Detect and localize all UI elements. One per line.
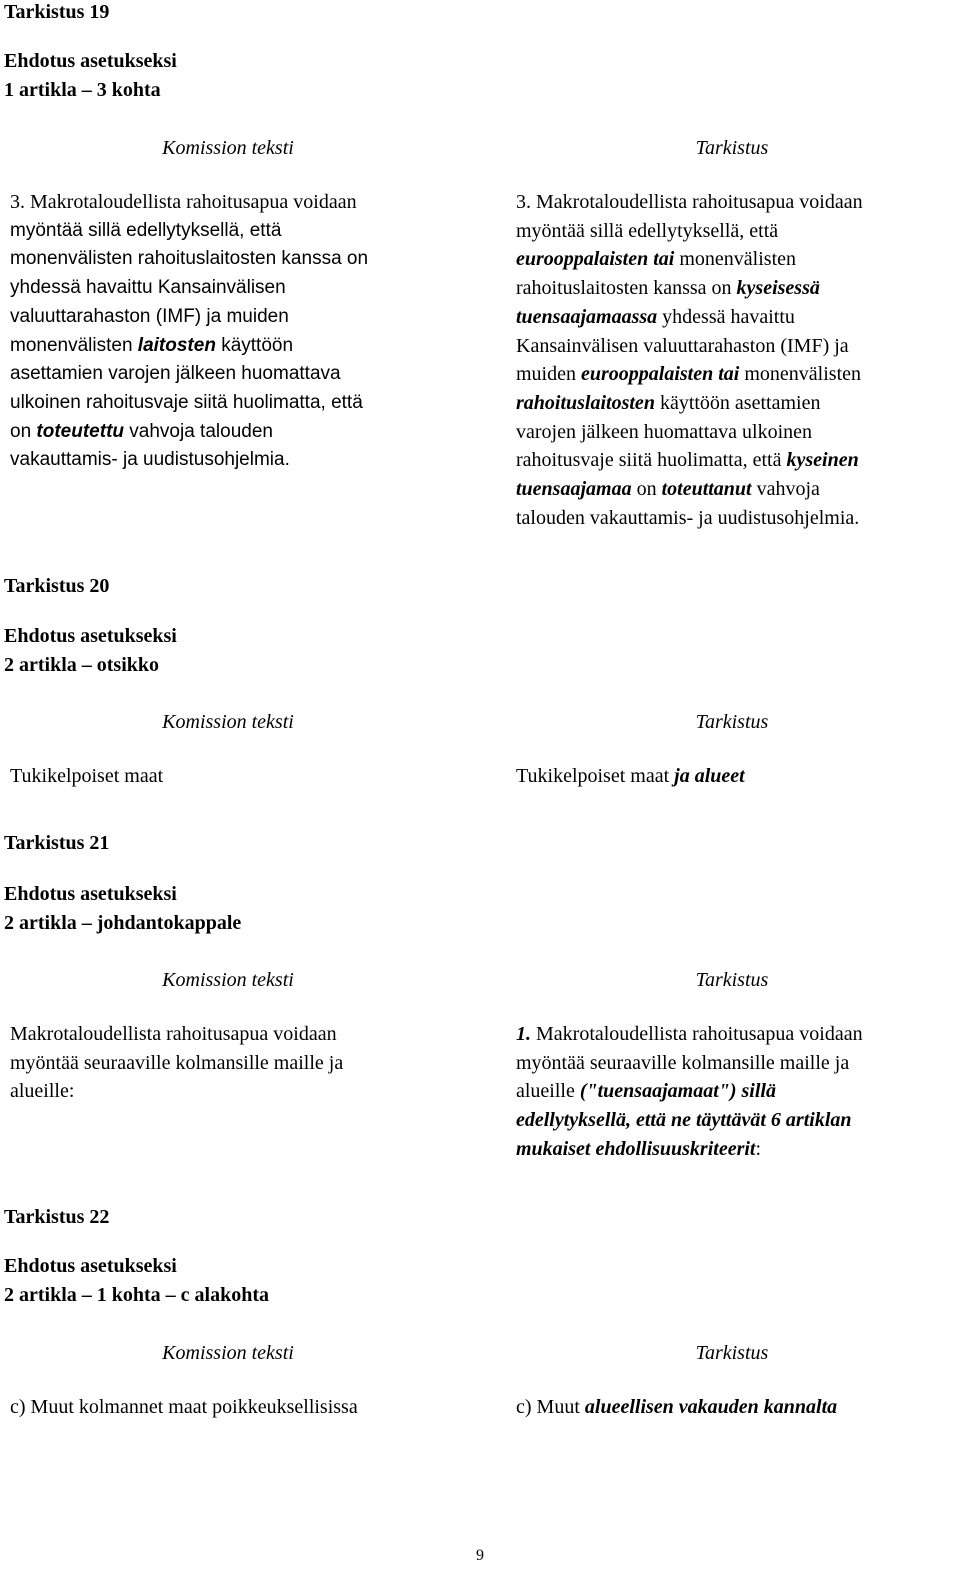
text-run: yhdessä havaittu xyxy=(657,305,795,328)
text-line xyxy=(516,245,863,274)
emphasis-text: tuensaajamaa xyxy=(516,478,632,501)
text-line: c) Muut kolmannet maat poikkeuksellisissa xyxy=(10,1396,358,1418)
text-run: vahvoja talouden xyxy=(124,420,273,442)
text-run: Makrotaloudellista rahoitusapua voidaan xyxy=(531,1023,863,1045)
proposal-heading: Ehdotus asetukseksi xyxy=(4,883,177,905)
emphasis-text: ("tuensaajamaat") sillä xyxy=(579,1080,776,1103)
text-line xyxy=(516,303,863,332)
amendment-title: Tarkistus 21 xyxy=(4,832,110,854)
amendment-text xyxy=(516,1020,863,1164)
text-run: on xyxy=(631,478,662,501)
emphasis-text: toteuttanut xyxy=(661,478,752,501)
amendment-label: Tarkistus xyxy=(695,137,769,159)
text-line: Makrotaloudellista rahoitusapua voidaan xyxy=(10,1023,337,1045)
text-run: c) Muut xyxy=(516,1396,585,1418)
amendment-title: Tarkistus 22 xyxy=(4,1206,110,1228)
text-line: asettamien varojen jälkeen huomattava xyxy=(10,363,341,385)
commission-text xyxy=(10,762,163,791)
text-run: käyttöön xyxy=(215,334,294,356)
text-line: myöntää sillä edellytyksellä, että xyxy=(10,219,282,241)
text-line xyxy=(516,389,863,418)
text-run: rahoitusvaje siitä huolimatta, että xyxy=(516,449,787,472)
text-run: monenvälisten xyxy=(10,334,138,356)
text-run: : xyxy=(755,1137,762,1160)
text-line: myöntää sillä edellytyksellä, että xyxy=(516,219,779,242)
text-line: myöntää seuraaville kolmansille maille ja xyxy=(516,1051,850,1074)
text-line xyxy=(10,418,368,447)
emphasis-text: edellytyksellä, että ne täyttävät 6 artiklan xyxy=(516,1109,852,1132)
emphasis-text: 1. xyxy=(516,1023,531,1045)
text-line xyxy=(516,762,745,791)
text-run: käyttöön asettamien xyxy=(654,391,821,414)
commission-text-label: Komission teksti xyxy=(162,969,294,991)
text-line xyxy=(10,332,368,361)
proposal-heading: Ehdotus asetukseksi xyxy=(4,1255,177,1277)
text-line: valuuttarahaston (IMF) ja muiden xyxy=(10,305,289,327)
text-line: varojen jälkeen huomattava ulkoinen xyxy=(516,420,813,443)
commission-text-label: Komission teksti xyxy=(162,137,294,159)
amendment-text xyxy=(516,762,745,791)
text-line: vakauttamis- ja uudistusohjelmia. xyxy=(10,449,290,471)
text-run: Tukikelpoiset maat xyxy=(516,765,675,787)
emphasis-text: ja alueet xyxy=(674,765,745,787)
proposal-heading: Ehdotus asetukseksi xyxy=(4,625,177,647)
text-line: myöntää seuraaville kolmansille maille ja xyxy=(10,1051,344,1074)
commission-text-label: Komission teksti xyxy=(162,711,294,733)
amendment-text xyxy=(516,1393,837,1422)
amendment-title: Tarkistus 19 xyxy=(4,1,110,23)
amendment-label: Tarkistus xyxy=(695,711,769,733)
article-reference: 1 artikla – 3 kohta xyxy=(4,79,161,101)
text-run: vahvoja xyxy=(751,478,820,501)
amendment-text xyxy=(516,188,863,532)
text-line xyxy=(516,446,863,475)
article-reference: 2 artikla – 1 kohta – c alakohta xyxy=(4,1284,270,1306)
emphasis-text: mukaiset ehdollisuuskriteerit xyxy=(516,1137,756,1160)
commission-text xyxy=(10,1393,358,1422)
text-line xyxy=(516,1020,863,1049)
text-line: talouden vakauttamis- ja uudistusohjelmia. xyxy=(516,506,860,529)
emphasis-text: toteutettu xyxy=(36,420,125,442)
text-run: monenvälisten xyxy=(674,248,796,271)
emphasis-text: eurooppalaisten tai xyxy=(516,248,675,271)
text-line: yhdessä havaittu Kansainvälisen xyxy=(10,277,286,299)
text-line xyxy=(516,1393,837,1422)
emphasis-text: eurooppalaisten tai xyxy=(581,363,740,386)
emphasis-text: laitosten xyxy=(137,334,216,356)
amendment-label: Tarkistus xyxy=(695,1342,769,1364)
text-line xyxy=(516,360,863,389)
page-number: 9 xyxy=(476,1547,484,1564)
text-line xyxy=(516,475,863,504)
text-run: muiden xyxy=(516,363,581,386)
article-reference: 2 artikla – otsikko xyxy=(4,654,160,676)
text-line xyxy=(516,1106,863,1135)
emphasis-text: alueellisen vakauden kannalta xyxy=(584,1396,838,1418)
text-line: alueille: xyxy=(10,1080,75,1103)
article-reference: 2 artikla – johdantokappale xyxy=(4,912,242,934)
text-run: monenvälisten xyxy=(739,363,861,386)
text-run: alueille xyxy=(516,1080,580,1103)
commission-text-label: Komission teksti xyxy=(162,1342,294,1364)
text-line xyxy=(516,1135,863,1164)
emphasis-text: kyseisessä xyxy=(736,277,820,300)
text-run: rahoituslaitosten kanssa on xyxy=(516,277,737,300)
emphasis-text: tuensaajamaassa xyxy=(516,305,658,328)
emphasis-text: rahoituslaitosten xyxy=(516,391,655,414)
commission-text xyxy=(10,1020,343,1106)
amendment-label: Tarkistus xyxy=(695,969,769,991)
commission-text xyxy=(10,188,368,475)
text-line: 3. Makrotaloudellista rahoitusapua voidaan xyxy=(10,191,357,213)
text-line: Tukikelpoiset maat xyxy=(10,765,164,787)
text-line: 3. Makrotaloudellista rahoitusapua voidaan xyxy=(516,191,863,213)
text-run: on xyxy=(10,420,37,442)
text-line: Kansainvälisen valuuttarahaston (IMF) ja xyxy=(516,334,849,357)
text-line: monenvälisten rahoituslaitosten kanssa on xyxy=(10,248,369,270)
amendment-title: Tarkistus 20 xyxy=(4,575,110,597)
proposal-heading: Ehdotus asetukseksi xyxy=(4,50,177,72)
text-line xyxy=(516,1077,863,1106)
emphasis-text: kyseinen xyxy=(786,449,859,472)
text-line xyxy=(516,274,863,303)
text-line: ulkoinen rahoitusvaje siitä huolimatta, että xyxy=(10,391,363,413)
